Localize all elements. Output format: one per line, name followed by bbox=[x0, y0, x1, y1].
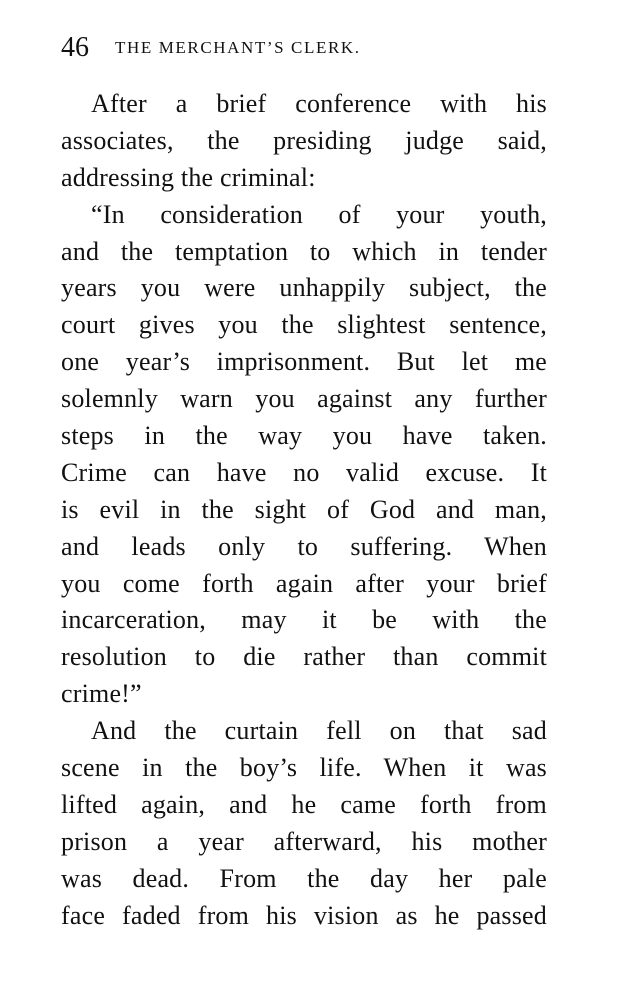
text-line: court gives you the slightest sentence, bbox=[61, 310, 547, 340]
text-line: steps in the way you have taken. bbox=[61, 421, 547, 451]
page-number: 46 bbox=[61, 32, 89, 63]
text-line: associates, the presiding judge said, bbox=[61, 125, 547, 155]
paragraph-2 bbox=[61, 197, 547, 713]
text-line: was dead. From the day her pale bbox=[61, 863, 547, 893]
text-line: Crime can have no valid excuse. It bbox=[61, 457, 547, 487]
text-line: face faded from his vision as he passed bbox=[61, 900, 547, 930]
text-line: one year’s imprisonment. But let me bbox=[61, 347, 547, 377]
text-line: incarceration, may it be with the bbox=[61, 605, 547, 635]
text-line: addressing the criminal: bbox=[61, 162, 316, 192]
text-line: After a brief conference with his bbox=[91, 89, 547, 118]
text-line: and leads only to suffering. When bbox=[61, 531, 547, 561]
running-head bbox=[61, 30, 561, 66]
text-line: years you were unhappily subject, the bbox=[61, 273, 547, 303]
text-line: solemnly warn you against any further bbox=[61, 384, 547, 414]
body-text bbox=[61, 86, 547, 934]
text-line: crime!” bbox=[61, 679, 142, 709]
text-line: and the temptation to which in tender bbox=[61, 236, 547, 266]
text-line: scene in the boy’s life. When it was bbox=[61, 753, 547, 783]
text-line: you come forth again after your brief bbox=[61, 568, 547, 598]
text-line: “In consideration of your youth, bbox=[91, 199, 547, 229]
paragraph-1 bbox=[61, 86, 547, 197]
paragraph-3 bbox=[61, 713, 547, 934]
text-line: is evil in the sight of God and man, bbox=[61, 494, 547, 524]
running-title: THE MERCHANT’S CLERK. bbox=[115, 38, 361, 57]
text-line: resolution to die rather than commit bbox=[61, 642, 547, 672]
text-line: prison a year afterward, his mother bbox=[61, 826, 547, 856]
text-line: And the curtain fell on that sad bbox=[91, 716, 547, 746]
text-line: lifted again, and he came forth from bbox=[61, 789, 547, 819]
